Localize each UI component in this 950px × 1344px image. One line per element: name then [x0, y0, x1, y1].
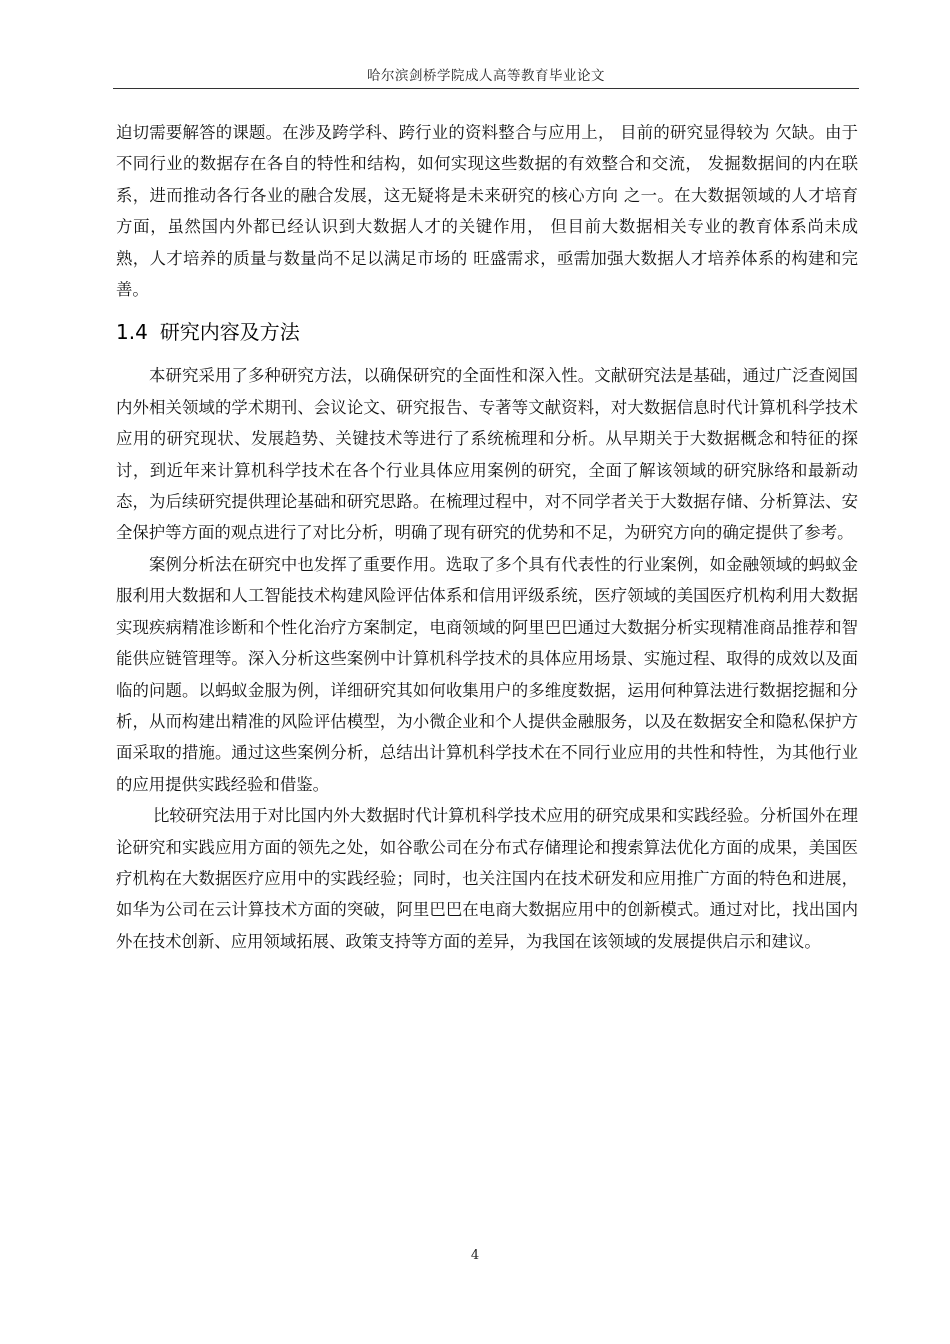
continued-paragraph: 迫切需要解答的课题。在涉及跨学科、跨行业的资料整合与应用上， 目前的研究显得较为 欠缺。由于不同行业的数据存在各自的特性和结构，如何实现这些数据的有效整合和交流， 发掘数据间的内在联系，进而推动各行各业的融合发展，这无疑将是未来研究的核心方向 之一。在大数据领域的人才培育方面，虽然国内外都已经认识到大数据人才的关键作用， 但目前大数据相关专业的教育体系尚未成熟，人才培养的质量与数量尚不足以满足市场的 旺盛需求，亟需加强大数据人才培养体系的构建和完善。 [116, 123, 858, 300]
paragraph-case-analysis: 案例分析法在研究中也发挥了重要作用。选取了多个具有代表性的行业案例，如金融领域的蚂蚁金服利用大数据和人工智能技术构建风险评估体系和信用评级系统，医疗领域的美国医疗机构利用大数据实现疾病精准诊断和个性化治疗方案制定，电商领域的阿里巴巴通过大数据分析实现精准商品推荐和智能供应链管理等。深入分析这些案例中计算机科学技术的具体应用场景、实施过程、取得的成效以及面临的问题。以蚂蚁金服为例，详细研究其如何收集用户的多维度数据，运用何种算法进行数据挖掘和分析，从而构建出精准的风险评估模型，为小微企业和个人提供金融服务，以及在数据安全和隐私保护方面采取的措施。通过这些案例分析，总结出计算机科学技术在不同行业应用的共性和特性，为其他行业的应用提供实践经验和借鉴。 [116, 554, 858, 794]
header-divider [113, 88, 859, 89]
section-number: 1.4 [116, 320, 148, 345]
paragraph-literature-method: 本研究采用了多种研究方法，以确保研究的全面性和深入性。文献研究法是基础，通过广泛查阅国内外相关领域的学术期刊、会议论文、研究报告、专著等文献资料，对大数据信息时代计算机科学技术应用的研究现状、发展趋势、关键技术等进行了系统梳理和分析。从早期关于大数据概念和特征的探讨，到近年来计算机科学技术在各个行业具体应用案例的研究，全面了解该领域的研究脉络和最新动态，为后续研究提供理论基础和研究思路。在梳理过程中，对不同学者关于大数据存储、分析算法、安全保护等方面的观点进行了对比分析，明确了现有研究的优势和不足，为研究方向的确定提供了参考。 [116, 366, 858, 543]
paragraph-comparative-method: 比较研究法用于对比国内外大数据时代计算机科学技术应用的研究成果和实践经验。分析国外在理论研究和实践应用方面的领先之处，如谷歌公司在分布式存储理论和搜索算法优化方面的成果，美国医疗机构在大数据医疗应用中的实践经验；同时，也关注国内在技术研发和应用推广方面的特色和进展，如华为公司在云计算技术方面的突破，阿里巴巴在电商大数据应用中的创新模式。通过对比，找出国内外在技术创新、应用领域拓展、政策支持等方面的差异，为我国在该领域的发展提供启示和建议。 [116, 806, 858, 951]
section-heading [116, 305, 858, 360]
page-header-title: 哈尔滨剑桥学院成人高等教育毕业论文 [367, 68, 605, 84]
document-body [116, 117, 858, 957]
section-title: 研究内容及方法 [159, 320, 300, 345]
page-number: 4 [470, 1248, 480, 1263]
